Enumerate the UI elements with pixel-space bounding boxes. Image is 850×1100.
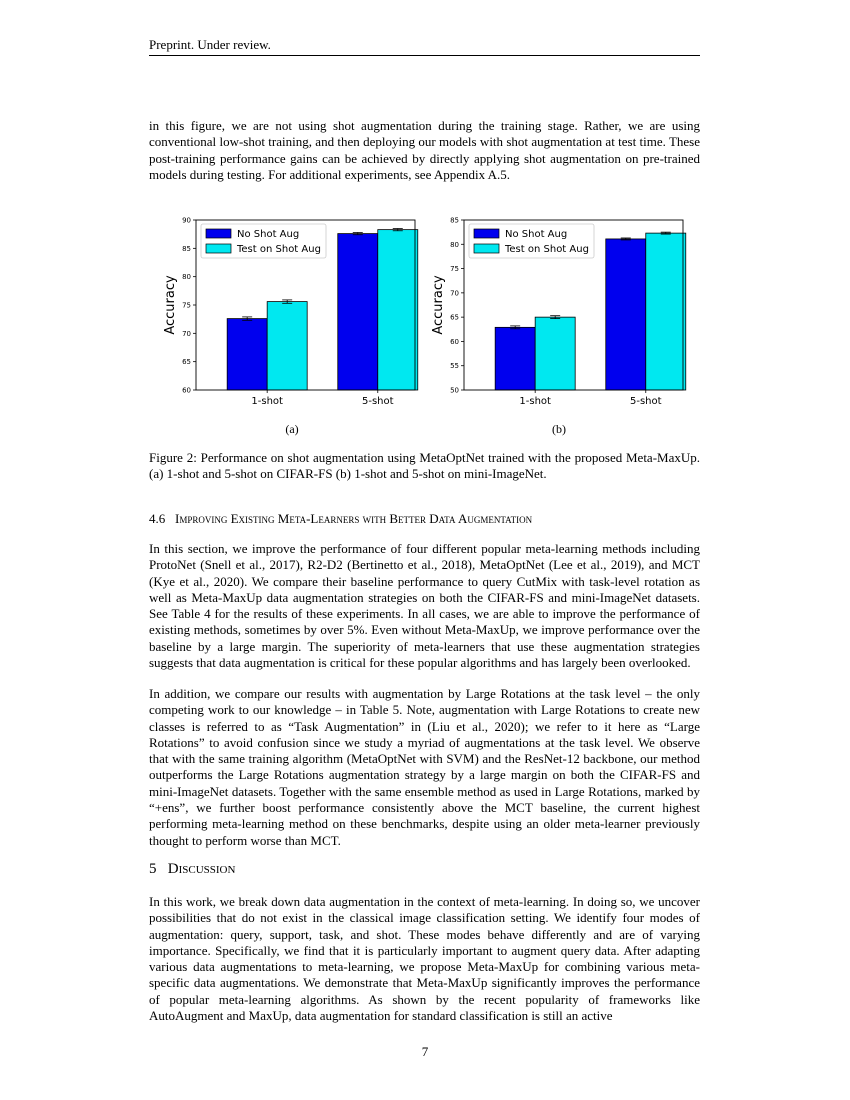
bar-no-shot-aug-1-shot	[227, 319, 267, 390]
section-4-6-heading	[149, 511, 532, 527]
y-tick-label: 85	[182, 244, 191, 253]
y-tick-label: 65	[182, 358, 191, 367]
bar-test-on-shot-aug-1-shot	[267, 302, 307, 390]
section-5-heading	[149, 861, 235, 878]
section-4-6-paragraph-1: In this section, we improve the performance of four different popular meta-learning methods including ProtoNet (Snell et al., 2017), R2-D2 (Bertinetto et al., 2018), MetaOptNet (Lee et al., 2019), and MCT (Kye et al., 2020). We compare their baseline performance to query CutMix with task-level rotation as well as Meta-MaxUp data augmentation strategies on both the CIFAR-FS and mini-ImageNet datasets. See Table 4 for the results of these experiments. In all cases, we are able to improve the performance of existing methods, sometimes by over 5%. Even without Meta-MaxUp, we improve performance over the baseline by a large margin. The superiority of meta-learners that use these augmentation strategies suggests that data augmentation is critical for these popular algorithms and has largely been overlooked.	[149, 541, 700, 671]
y-tick-label: 80	[450, 240, 459, 249]
section-5-paragraph: In this work, we break down data augmentation in the context of meta-learning. In doing so, we uncover possibilities that do not exist in the classical image classification setting. We identify four modes of augmentation: query, support, task, and shot. These modes behave differently and are of varying importance. Specifically, we find that it is particularly important to augment query data. After adapting various data augmentations to meta-learning, we propose Meta-MaxUp for combining various meta-specific data augmentations. We demonstrate that Meta-MaxUp significantly improves the performance of popular meta-learning algorithms. As shown by the recent popularity of frameworks like AutoAugment and MaxUp, data augmentation for standard classification is still an active	[149, 894, 700, 1024]
legend-label: Test on Shot Aug	[505, 244, 589, 255]
bar-test-on-shot-aug-1-shot	[535, 317, 575, 390]
y-tick-label: 90	[182, 216, 191, 225]
figure-2-chart-a	[160, 212, 425, 412]
section-5-title: Discussion	[167, 861, 236, 877]
legend-swatch	[206, 244, 231, 253]
section-5-number: 5	[149, 861, 157, 877]
x-tick-label: 5-shot	[629, 396, 662, 407]
x-tick-label: 1-shot	[519, 396, 551, 407]
bar-test-on-shot-aug-5-shot	[646, 233, 686, 390]
legend-swatch	[474, 244, 499, 253]
figure-2-chart-b	[428, 212, 693, 412]
legend-label: No Shot Aug	[505, 229, 568, 240]
y-tick-label: 70	[182, 329, 191, 338]
x-tick-label: 5-shot	[361, 396, 394, 407]
page-number: 7	[421, 1044, 429, 1059]
x-tick-label: 1-shot	[251, 396, 283, 407]
y-tick-label: 55	[450, 362, 459, 371]
y-tick-label: 80	[182, 273, 191, 282]
y-tick-label: 75	[182, 301, 191, 310]
y-tick-label: 60	[450, 337, 459, 346]
section-4-6-paragraph-2: In addition, we compare our results with augmentation by Large Rotations at the task level – the only competing work to our knowledge – in Table 5. Note, augmentation with Large Rotations to create new classes is referred to as “Task Augmentation” in (Liu et al., 2020); we refer to it here as “Large Rotations” to avoid confusion since we study a myriad of augmentations at the task level. We observe that with the same training algorithm (MetaOptNet with SVM) and the ResNet-12 backbone, our method outperforms the Large Rotations augmentation strategy by a large margin on both the CIFAR-FS and mini-ImageNet datasets. Together with the same ensemble method as used in Large Rotations, marked by “+ens”, we further boost performance consistently above the MCT baseline, the current highest performing meta-learning method on these benchmarks, despite using an older meta-learner previously thought to perform worse than MCT.	[149, 686, 700, 848]
y-axis-label: Accuracy	[431, 275, 446, 335]
y-axis-label: Accuracy	[163, 275, 178, 335]
y-tick-label: 50	[450, 386, 459, 395]
y-tick-label: 75	[450, 265, 459, 274]
bar-no-shot-aug-1-shot	[495, 327, 535, 390]
bar-no-shot-aug-5-shot	[338, 234, 378, 390]
figure-caption: Figure 2: Performance on shot augmentation using MetaOptNet trained with the proposed Meta-MaxUp. (a) 1-shot and 5-shot on CIFAR-FS (b) 1-shot and 5-shot on mini-ImageNet.	[149, 450, 700, 481]
bar-no-shot-aug-5-shot	[606, 239, 646, 390]
legend-swatch	[206, 229, 231, 238]
bar-test-on-shot-aug-5-shot	[378, 230, 418, 390]
subfigure-label-b: (b)	[552, 422, 566, 436]
legend-label: Test on Shot Aug	[237, 244, 321, 255]
subfigure-label-a: (a)	[285, 422, 299, 436]
section-4-6-number: 4.6	[149, 511, 166, 526]
y-tick-label: 85	[450, 216, 459, 225]
section-4-6-title: Improving Existing Meta-Learners with Better Data Augmentation	[175, 511, 533, 526]
intro-paragraph: in this figure, we are not using shot augmentation during the training stage. Rather, we are using conventional low-shot training, and then deploying our models with shot augmentation at test time. These post-training performance gains can be achieved by directly applying shot augmentation on pre-trained models during testing. For additional experiments, see Appendix A.5.	[149, 118, 700, 182]
legend-swatch	[474, 229, 499, 238]
legend-label: No Shot Aug	[237, 229, 300, 240]
header-rule	[149, 55, 700, 56]
y-tick-label: 70	[450, 289, 459, 298]
y-tick-label: 60	[182, 386, 191, 395]
y-tick-label: 65	[450, 313, 459, 322]
page-header: Preprint. Under review.	[149, 37, 271, 52]
